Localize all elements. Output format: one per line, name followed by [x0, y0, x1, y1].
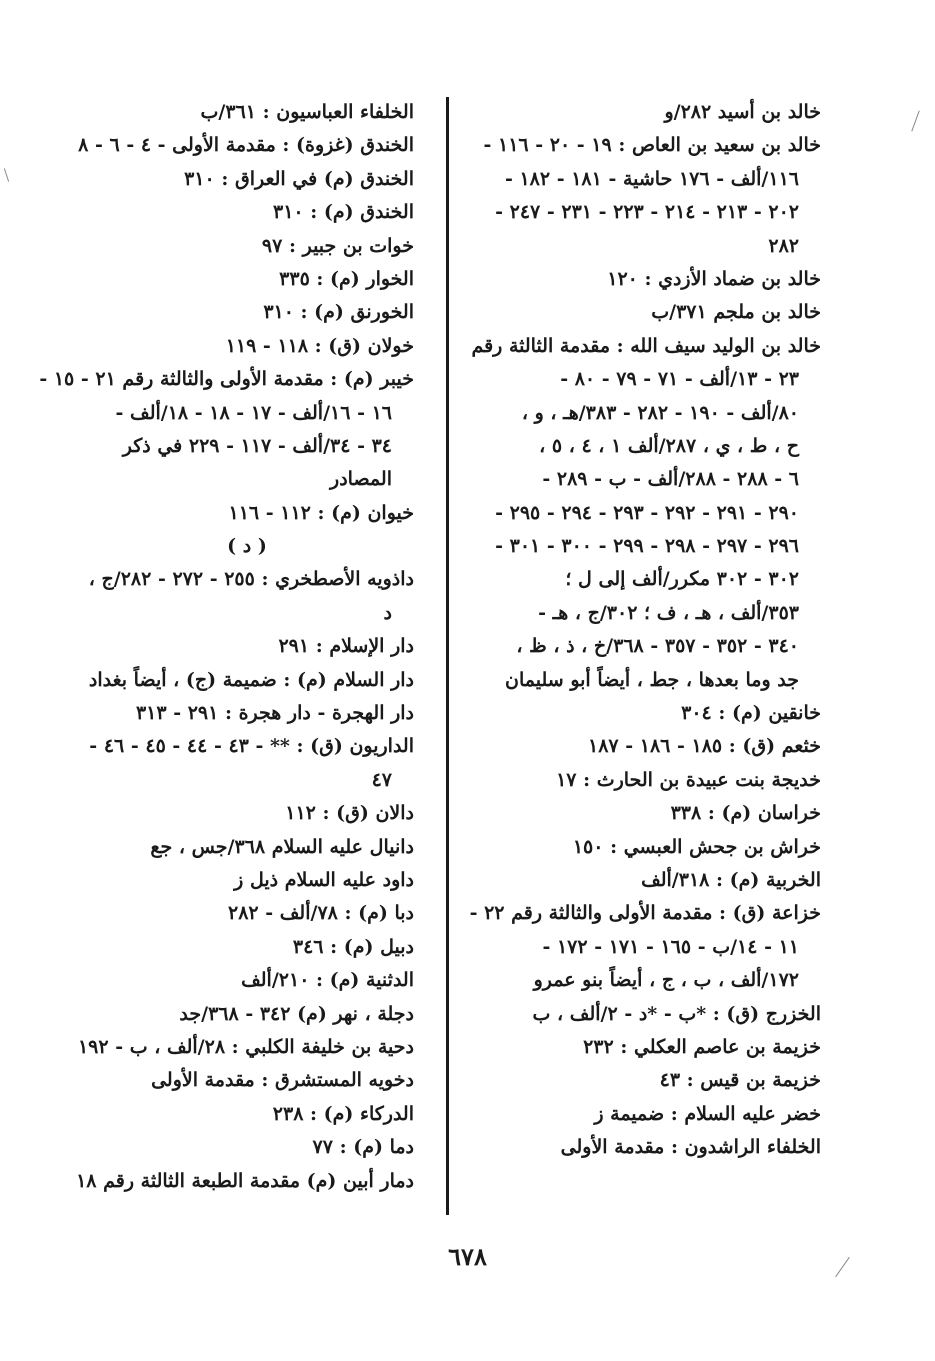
index-entry-continuation: ٣٤ - ٣٤/ألف - ١١٧ - ٢٢٩ في ذكر	[122, 434, 392, 457]
column-divider	[446, 97, 449, 1215]
index-entry: دحية بن خليفة الكلبي : ٢٨/ألف ، ب - ١٩٢	[77, 1035, 414, 1058]
index-entry: خالد بن سعيد بن العاص : ١٩ - ٢٠ - ١١٦ -	[483, 134, 821, 157]
index-entry-continuation: ٢٠٢ - ٢١٣ - ٢١٤ - ٢٢٣ - ٢٣١ - ٢٤٧ -	[495, 201, 799, 224]
index-entry-continuation: ٨٠/ألف - ١٩٠ - ٢٨٢ - ٣٨٣/هـ ، و ،	[521, 401, 799, 424]
index-entry-continuation: ح ، ط ، ي ، ٢٨٧/ألف ١ ، ٤ ، ٥ ،	[539, 434, 799, 457]
index-entry: دالان (ق) : ١١٢	[285, 802, 414, 825]
index-entry-continuation: ١٦ - ١٦/ألف - ١٧ - ١٨ - ١٨/ألف -	[115, 401, 392, 424]
section-letter-heading: ( د )	[227, 535, 267, 558]
index-entry: الخلفاء الراشدون : مقدمة الأولى	[560, 1136, 821, 1159]
index-entry-continuation: ٣٤٠ - ٣٥٢ - ٣٥٧ - ٣٦٨/خ ، ذ ، ظ ،	[516, 635, 799, 658]
index-entry-continuation: ٢٩٦ - ٢٩٧ - ٢٩٨ - ٢٩٩ - ٣٠٠ - ٣٠١ -	[495, 535, 799, 558]
index-entry: خزاعة (ق) : مقدمة الأولى والثالثة رقم ٢٢ -	[469, 902, 821, 925]
index-entry: الخزرج (ق) : *ب - *د - ٢/ألف ، ب	[532, 1002, 821, 1025]
index-entry: خراش بن جحش العبسي : ١٥٠	[572, 835, 821, 858]
index-entry: خراسان (م) : ٣٣٨	[670, 802, 821, 825]
index-entry: الخلفاء العباسيون : ٣٦١/ب	[200, 101, 414, 123]
index-entry: خالد بن أسيد ٢٨٢/و	[664, 101, 821, 123]
scan-mark	[4, 168, 9, 182]
index-entry: دخويه المستشرق : مقدمة الأولى	[151, 1069, 414, 1092]
index-entry: الداريون (ق) : ** - ٤٣ - ٤٤ - ٤٥ - ٤٦ -	[89, 735, 414, 758]
index-entry: خديجة بنت عبيدة بن الحارث : ١٧	[556, 768, 821, 791]
index-column-left	[39, 96, 414, 1198]
index-entry: الدركاء (م) : ٢٣٨	[272, 1102, 414, 1125]
index-entry: خثعم (ق) : ١٨٥ - ١٨٦ - ١٨٧	[588, 735, 821, 758]
index-entry: الخورنق (م) : ٣١٠	[263, 301, 414, 324]
index-entry-continuation: المصادر	[330, 468, 392, 491]
index-entry: دانيال عليه السلام ٣٦٨/جس ، جع	[150, 835, 414, 858]
index-entry-continuation: ١١ - ١٤/ب - ١٦٥ - ١٧١ - ١٧٢ -	[542, 935, 799, 958]
index-entry-continuation: ٢٨٢	[768, 234, 799, 257]
index-entry-continuation: ٣٠٢ - ٣٠٢ مكرر/ألف إلى ل ؛	[565, 568, 799, 591]
index-entry: دار الإسلام : ٢٩١	[278, 635, 414, 658]
index-entry: خانقين (م) : ٣٠٤	[681, 702, 821, 725]
index-entry: الخندق (م) : ٣١٠	[272, 201, 414, 224]
index-entry: خالد بن الوليد سيف الله : مقدمة الثالثة رقم	[471, 334, 821, 357]
index-entry: الخندق (غزوة) : مقدمة الأولى - ٤ - ٦ - ٨	[78, 134, 414, 157]
index-entry: داذويه الأصطخري : ٢٥٥ - ٢٧٢ - ٢٨٢/ج ،	[88, 568, 414, 591]
scan-mark	[911, 110, 919, 131]
index-entry: دجلة ، نهر (م) ٣٤٢ - ٣٦٨/جد	[179, 1002, 414, 1025]
index-entry: داود عليه السلام ذيل ز	[234, 868, 414, 891]
index-entry: الخربية (م) : ٣١٨/ألف	[641, 868, 821, 891]
index-entry: خيوان (م) : ١١٢ - ١١٦	[228, 501, 414, 524]
index-entry: دبا (م) : ٧٨/ألف - ٢٨٢	[228, 902, 414, 925]
index-entry: خوات بن جبير : ٩٧	[261, 234, 414, 257]
index-entry-continuation: ٣٥٣/ألف ، هـ ، ف ؛ ٣٠٢/ج ، هـ -	[538, 601, 799, 624]
index-entry-continuation: ٢٩٠ - ٢٩١ - ٢٩٢ - ٢٩٣ - ٢٩٤ - ٢٩٥ -	[495, 501, 799, 524]
page-number: ٦٧٨	[448, 1242, 487, 1271]
index-entry: خالد بن ضماد الأزدي : ١٢٠	[607, 267, 821, 290]
index-entry: خضر عليه السلام : ضميمة ز	[594, 1102, 821, 1125]
index-entry-continuation: د	[383, 601, 392, 624]
index-entry: خالد بن ملجم ٣٧١/ب	[651, 301, 821, 324]
index-entry-continuation: ٢٣ - ١٣/ألف - ٧١ - ٧٩ - ٨٠ -	[560, 368, 799, 391]
index-entry: دمار أبين (م) مقدمة الطبعة الثالثة رقم ١٨	[76, 1169, 414, 1192]
index-entry-continuation: ١٧٢/ألف ، ب ، ج ، أيضاً بنو عمرو	[533, 969, 799, 992]
index-entry-continuation: ٦ - ٢٨٨ - ٢٨٨/ألف - ب - ٢٨٩ -	[542, 468, 799, 491]
index-entry: دار الهجرة - دار هجرة : ٢٩١ - ٣١٣	[135, 702, 414, 725]
index-column-right	[469, 96, 821, 1165]
index-entry: خولان (ق) : ١١٨ - ١١٩	[225, 334, 414, 357]
index-entry-continuation: ١١٦/ألف - ١٧٦ حاشية - ١٨١ - ١٨٢ -	[504, 167, 799, 190]
index-entry: دار السلام (م) : ضميمة (ج) ، أيضاً بغداد	[88, 668, 414, 691]
index-entry: خزيمة بن قيس : ٤٣	[659, 1069, 821, 1092]
index-entry: الخوار (م) : ٣٣٥	[279, 267, 414, 290]
index-entry: خيبر (م) : مقدمة الأولى والثالثة رقم ٢١ - ١٥ -	[39, 368, 414, 391]
index-entry-continuation: ٤٧	[371, 768, 392, 791]
index-entry: خزيمة بن عاصم العكلي : ٢٣٢	[583, 1035, 821, 1058]
index-entry: دبيل (م) : ٣٤٦	[292, 935, 414, 958]
index-entry-continuation: جد وما بعدها ، جط ، أيضاً أبو سليمان	[505, 668, 799, 691]
index-entry: دما (م) : ٧٧	[312, 1136, 414, 1159]
index-entry: الخندق (م) في العراق : ٣١٠	[184, 167, 414, 190]
index-entry: الدثنية (م) : ٢١٠/ألف	[241, 969, 414, 992]
